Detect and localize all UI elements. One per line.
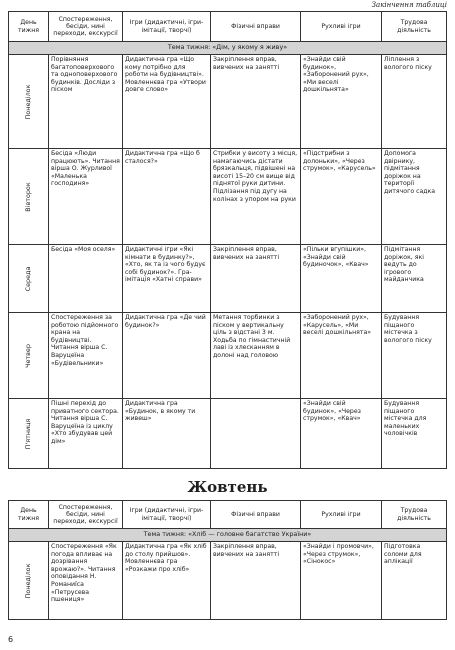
observations-cell: Порівняння багатоповерхового та одноповерхового будинків. Досліди з піском: [49, 55, 123, 149]
games-cell: Дидактична гра «Як хліб до столу прийшов». Мовленнєва гра «Розкажи про хліб»: [123, 542, 211, 620]
labour-cell: Допомога двірнику, підмітання доріжок на території дитячого садка: [382, 149, 447, 245]
observations-cell: Бесіда «Люди працюють». Читання вірша О. Журливої «Маленька господиня»: [49, 149, 123, 245]
games-cell: Дидактична гра «Де чий будинок?»: [123, 313, 211, 399]
games-cell: Дидактична гра «Будинок, в якому ти живеш»: [123, 399, 211, 469]
exercises-cell: Закріплення вправ, вивчених на занятті: [211, 55, 301, 149]
header-exercises: Фізичні вправи: [211, 501, 301, 529]
header-games: Ігри (дидактичні, ігри-імітації, творчі): [123, 501, 211, 529]
exercises-cell: Закріплення вправ, вивчених на занятті: [211, 245, 301, 313]
active-games-cell: «Заборонений рух», «Карусель», «Ми веселі дошкільнята»: [301, 313, 382, 399]
games-cell: Дидактична гра «Що б сталося?»: [123, 149, 211, 245]
day-cell: Четвер: [9, 313, 49, 399]
exercises-cell: Метання торбинки з піском у вертикальну ціль з відстані 3 м. Ходьба по гімнастичній лаві із хлесканням в долоні над головою: [211, 313, 301, 399]
games-cell: Дидактичні ігри «Які кімнати в будинку?», «Хто, як та із чого будує собі будинок?». Гра-імітація «Хатні справи»: [123, 245, 211, 313]
schedule-table-september: [8, 11, 447, 469]
week-theme: Тема тижня: «Хліб — головне багатство України»: [9, 529, 447, 542]
labour-cell: Підготовка соломи для аплікації: [382, 542, 447, 620]
observations-cell: Спостереження за роботою підйомного крана на будівництві. Читання вірша С. Варуцеїна «Будівельники»: [49, 313, 123, 399]
header-observations: Спостереження, бесіди, нині переходи, екскурсії: [49, 12, 123, 42]
header-labour: Трудова діяльність: [382, 501, 447, 529]
observations-cell: Бесіда «Моя оселя»: [49, 245, 123, 313]
week-theme: Тема тижня: «Дім, у якому я живу»: [9, 42, 447, 55]
header-day: День тижня: [9, 12, 49, 42]
active-games-cell: «Знайди свій будинок», «Через струмок», «Квач»: [301, 399, 382, 469]
table-row: [9, 149, 447, 245]
active-games-cell: «Знайди і промовчи», «Через струмок», «Сінокос»: [301, 542, 382, 620]
active-games-cell: «Пільки вгупішки», «Знайди свій будиночок», «Квач»: [301, 245, 382, 313]
page-number: 6: [8, 635, 14, 644]
games-cell: Дидактична гра «Що кому потрібно для роботи на будівництві». Мовленнєва гра «Утвори довге слово»: [123, 55, 211, 149]
table-row: [9, 399, 447, 469]
table-row: [9, 245, 447, 313]
header-exercises: Фізичні вправи: [211, 12, 301, 42]
active-games-cell: «Підстрибни з долоньки», «Через струмок», «Карусель»: [301, 149, 382, 245]
table-row: [9, 313, 447, 399]
day-cell: Вівторок: [9, 149, 49, 245]
exercises-cell: [211, 399, 301, 469]
table-row: [9, 542, 447, 620]
day-cell: П'ятниця: [9, 399, 49, 469]
labour-cell: Ліплення з вологого піску: [382, 55, 447, 149]
exercises-cell: Закріплення вправ, вивчених на занятті: [211, 542, 301, 620]
header-games: Ігри (дидактичні, ігри-імітації, творчі): [123, 12, 211, 42]
month-heading: Жовтень: [187, 478, 268, 496]
header-observations: Спостереження, бесіди, нині переходи, екскурсії: [49, 501, 123, 529]
labour-cell: Будування піщаного містечка з вологого піску: [382, 313, 447, 399]
continued-label: Закінчення таблиці: [371, 1, 447, 9]
labour-cell: Будування піщаного містечка для маленьких чоловічків: [382, 399, 447, 469]
day-cell: Середа: [9, 245, 49, 313]
labour-cell: Підмітання доріжок, які ведуть до ігрового майданчика: [382, 245, 447, 313]
header-day: День тижня: [9, 501, 49, 529]
exercises-cell: Стрибки у висоту з місця, намагаючись дістати брязкальця, підвішені на висоті 15–20 см вище від піднятої руки дитини. Підлізання під дугу на колінах з упором на руки: [211, 149, 301, 245]
schedule-table-october: [8, 500, 447, 620]
observations-cell: Спостереження «Як погода впливає на дозрівання врожаю?». Читання оповідання Н. Романиїса «Петрусева пшениця»: [49, 542, 123, 620]
header-active-games: Рухливі ігри: [301, 12, 382, 42]
header-labour: Трудова діяльність: [382, 12, 447, 42]
active-games-cell: «Знайди свій будинок», «Заборонений рух», «Ми веселі дошкільнята»: [301, 55, 382, 149]
table-row: [9, 55, 447, 149]
header-active-games: Рухливі ігри: [301, 501, 382, 529]
observations-cell: Пішні перехід до приватного сектора. Читання вірша С. Варуцеїна із циклу «Хто збудував цей дім»: [49, 399, 123, 469]
day-cell: Понеділок: [9, 542, 49, 620]
day-cell: Понеділок: [9, 55, 49, 149]
